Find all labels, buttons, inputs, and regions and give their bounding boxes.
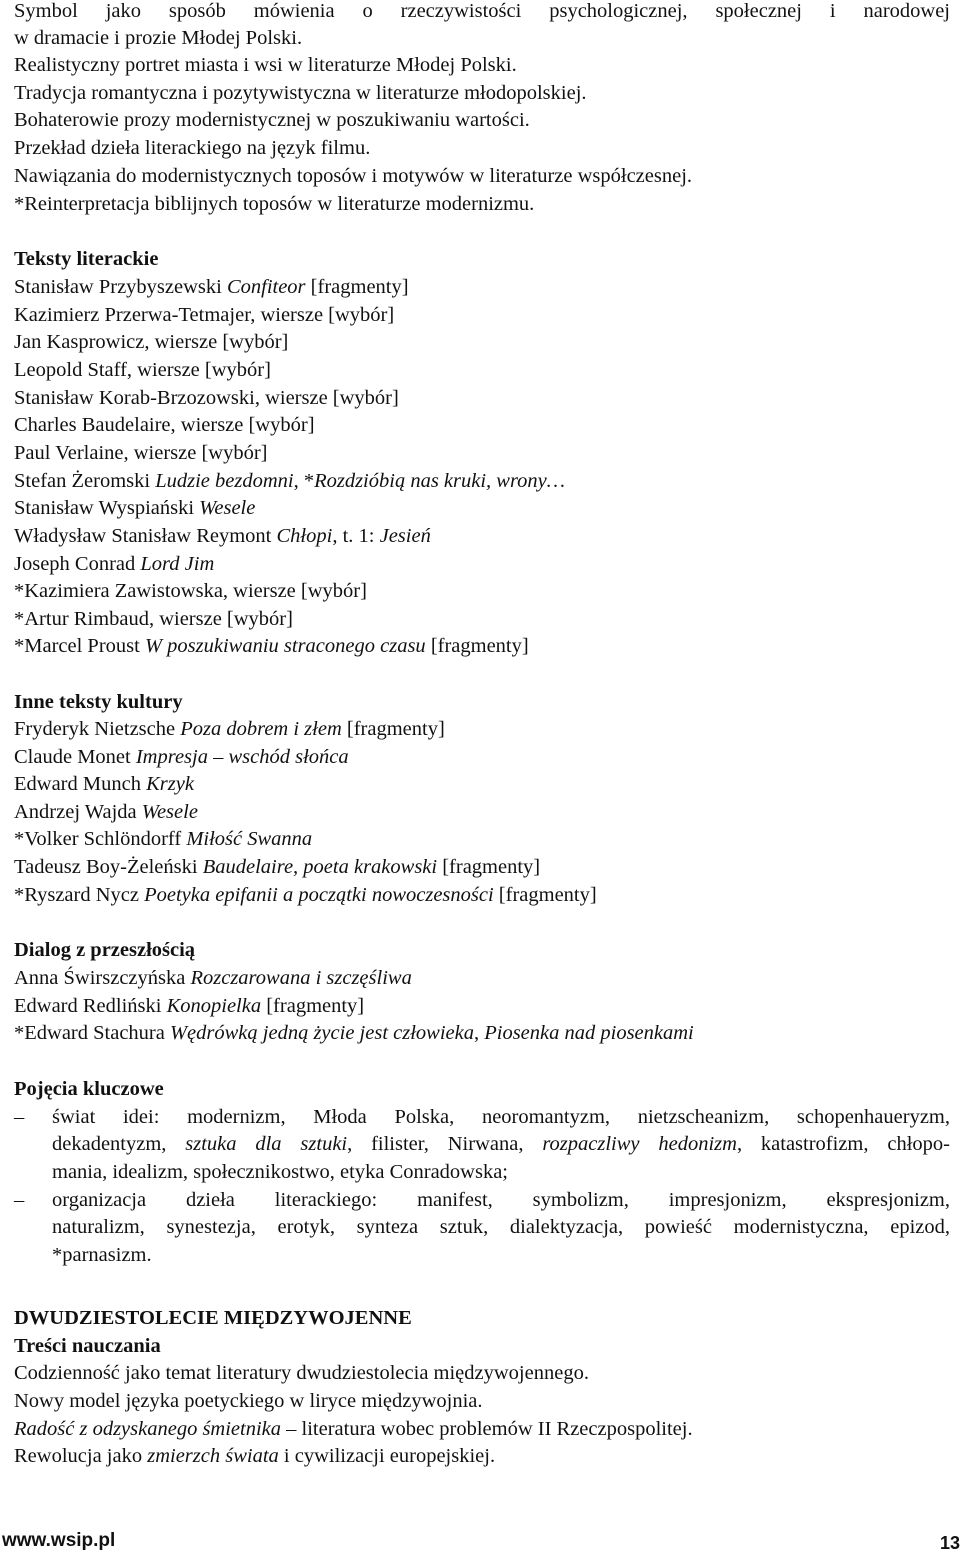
list-item: *Edward Stachura Wędrówką jedną życie jest człowieka, Piosenka nad piosenkami	[14, 1022, 694, 1045]
concept-line: świat idei: modernizm, Młoda Polska, neoromantyzm, nietzscheanizm, schopenhaueryzm,	[52, 1106, 950, 1128]
list-item: *Marcel Proust W poszukiwaniu straconego czasu [fragmenty]	[14, 635, 529, 658]
list-item: Stefan Żeromski Ludzie bezdomni, *Rozdzióbią nas kruki, wrony…	[14, 469, 566, 492]
list-item: Charles Baudelaire, wiersze [wybór]	[14, 414, 315, 437]
topic-line: w dramacie i prozie Młodej Polski.	[14, 27, 303, 49]
list-item: *Kazimiera Zawistowska, wiersze [wybór]	[14, 580, 367, 603]
list-dash: –	[14, 1106, 25, 1128]
list-item: Edward Redliński Konopielka [fragmenty]	[14, 994, 365, 1017]
topic-line: Bohaterowie prozy modernistycznej w poszukiwaniu wartości.	[14, 109, 530, 131]
list-item: Tadeusz Boy-Żeleński Baudelaire, poeta krakowski [fragmenty]	[14, 856, 541, 878]
section-heading-tresci: Treści nauczania	[14, 1335, 161, 1357]
list-item: *Ryszard Nycz Poetyka epifanii a początki nowoczesności [fragmenty]	[14, 883, 597, 906]
topic-line: Nawiązania do modernistycznych toposów i motywów w literaturze współczesnej.	[14, 165, 693, 187]
page-number: 13	[939, 1533, 960, 1553]
list-dash: –	[14, 1189, 25, 1211]
list-item: Andrzej Wajda Wesele	[14, 800, 198, 823]
section-heading-inne: Inne teksty kultury	[14, 691, 183, 713]
topic-line: *Reinterpretacja biblijnych toposów w literaturze modernizmu.	[14, 193, 535, 215]
concept-line: naturalizm, synestezja, erotyk, synteza sztuk, dialektyzacja, powieść modernistyczna, epizod,	[52, 1216, 950, 1238]
list-item: Paul Verlaine, wiersze [wybór]	[14, 441, 268, 464]
concept-line: dekadentyzm, sztuka dla sztuki, filister, Nirwana, rozpaczliwy hedonizm, katastrofizm, chłopo-	[52, 1133, 950, 1155]
footer-url[interactable]: www.wsip.pl	[2, 1530, 116, 1551]
topic-line: Realistyczny portret miasta i wsi w literaturze Młodej Polski.	[14, 54, 517, 76]
list-item: Fryderyk Nietzsche Poza dobrem i złem [fragmenty]	[14, 718, 445, 740]
list-item: Jan Kasprowicz, wiersze [wybór]	[14, 331, 289, 354]
concept-line: *parnasizm.	[52, 1244, 152, 1266]
list-item: Leopold Staff, wiersze [wybór]	[14, 358, 271, 381]
concept-line: organizacja dzieła literackiego: manifest, symbolizm, impresjonizm, ekspresjonizm,	[52, 1189, 950, 1211]
topic-line: Rewolucja jako zmierzch świata i cywilizacji europejskiej.	[14, 1445, 496, 1467]
topic-line: Tradycja romantyczna i pozytywistyczna w literaturze młodopolskiej.	[14, 82, 587, 104]
list-item: Anna Świrszczyńska Rozczarowana i szczęśliwa	[14, 967, 412, 989]
list-item: Kazimierz Przerwa-Tetmajer, wiersze [wybór]	[14, 303, 395, 326]
topic-line: Codzienność jako temat literatury dwudziestolecia międzywojennego.	[14, 1362, 589, 1384]
list-item: Edward Munch Krzyk	[14, 773, 194, 796]
list-item: Joseph Conrad Lord Jim	[14, 552, 215, 575]
list-item: *Artur Rimbaud, wiersze [wybór]	[14, 607, 293, 630]
concept-line: mania, idealizm, społecznikostwo, etyka Conradowska;	[52, 1161, 509, 1183]
topic-line: Przekład dzieła literackiego na język filmu.	[14, 137, 371, 159]
list-item: Stanisław Przybyszewski Confiteor [fragmenty]	[14, 276, 409, 298]
list-item: Stanisław Korab-Brzozowski, wiersze [wybór]	[14, 386, 399, 409]
list-item: Władysław Stanisław Reymont Chłopi, t. 1: Jesień	[14, 524, 431, 547]
section-heading-dialog: Dialog z przeszłością	[14, 939, 196, 961]
list-item: Claude Monet Impresja – wschód słońca	[14, 745, 349, 768]
topic-line: Symbol jako sposób mówienia o rzeczywistości psychologicznej, społecznej i narodowej	[14, 0, 950, 22]
era-heading: DWUDZIESTOLECIE MIĘDZYWOJENNE	[14, 1307, 412, 1329]
topic-line: Radość z odzyskanego śmietnika – literatura wobec problemów II Rzeczpospolitej.	[14, 1418, 693, 1440]
section-heading-pojecia: Pojęcia kluczowe	[14, 1078, 164, 1100]
list-item: Stanisław Wyspiański Wesele	[14, 497, 256, 520]
list-item: *Volker Schlöndorff Miłość Swanna	[14, 828, 313, 851]
section-heading-teksty: Teksty literackie	[14, 248, 159, 270]
topic-line: Nowy model języka poetyckiego w liryce międzywojnia.	[14, 1390, 483, 1412]
